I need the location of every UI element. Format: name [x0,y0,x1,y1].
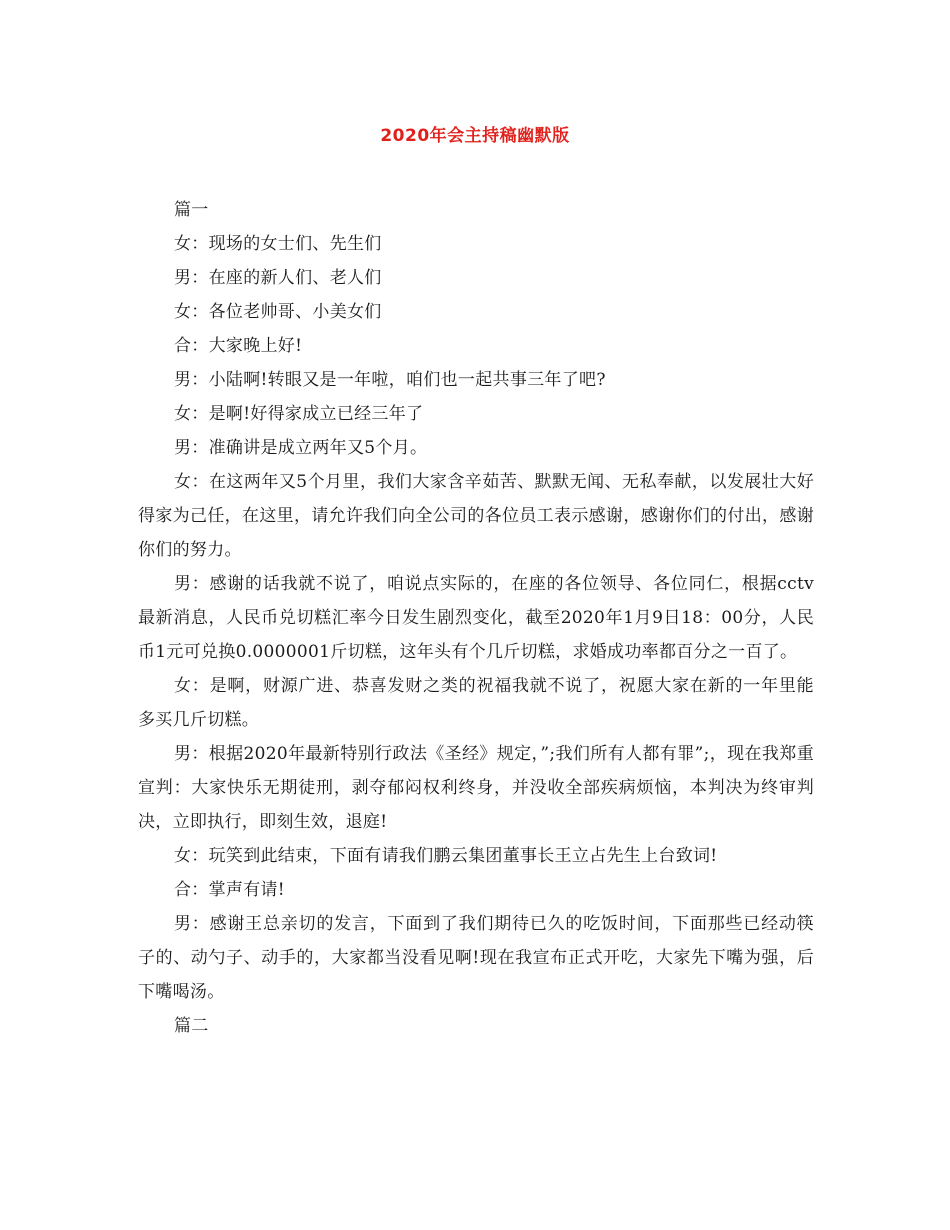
document-body [138,193,814,1043]
dialogue-paragraph: 男：感谢王总亲切的发言，下面到了我们期待已久的吃饭时间，下面那些已经动筷子的、动勺子、动手的，大家都当没看见啊!现在我宣布正式开吃，大家先下嘴为强，后下嘴喝汤。 [138,914,814,1002]
dialogue-paragraph: 女：是啊，财源广进、恭喜发财之类的祝福我就不说了，祝愿大家在新的一年里能多买几斤切糕。 [138,676,814,730]
dialogue-paragraph: 女：在这两年又5个月里，我们大家含辛茹苦、默默无闻、无私奉献，以发展壮大好得家为己任，在这里，请允许我们向全公司的各位员工表示感谢，感谢你们的付出，感谢你们的努力。 [138,472,814,560]
section-heading-1: 篇一 [174,200,209,220]
dialogue-line: 男：准确讲是成立两年又5个月。 [174,438,428,458]
dialogue-line: 合：掌声有请! [174,880,285,900]
dialogue-paragraph: 男：根据2020年最新特别行政法《圣经》规定，”;我们所有人都有罪”;，现在我郑重宣判：大家快乐无期徒刑，剥夺郁闷权利终身，并没收全部疾病烦恼，本判决为终审判决，立即执行，即刻生效，退庭! [138,744,814,832]
dialogue-line: 男：在座的新人们、老人们 [174,268,382,288]
section-heading-2: 篇二 [174,1016,209,1036]
dialogue-line: 男：小陆啊!转眼又是一年啦，咱们也一起共事三年了吧? [174,370,606,390]
dialogue-line: 女：现场的女士们、先生们 [174,234,382,254]
dialogue-line: 合：大家晚上好! [174,336,303,356]
dialogue-line: 女：玩笑到此结束，下面有请我们鹏云集团董事长王立占先生上台致词! [174,846,718,866]
dialogue-paragraph: 男：感谢的话我就不说了，咱说点实际的，在座的各位领导、各位同仁，根据cctv最新消息，人民币兑切糕汇率今日发生剧烈变化，截至2020年1月9日18：00分，人民币1元可兑换0.0000001斤切糕，这年头有个几斤切糕，求婚成功率都百分之一百了。 [138,574,814,662]
dialogue-line: 女：是啊!好得家成立已经三年了 [174,404,424,424]
dialogue-line: 女：各位老帅哥、小美女们 [174,302,382,322]
document-title: 2020年会主持稿幽默版 [380,126,570,146]
